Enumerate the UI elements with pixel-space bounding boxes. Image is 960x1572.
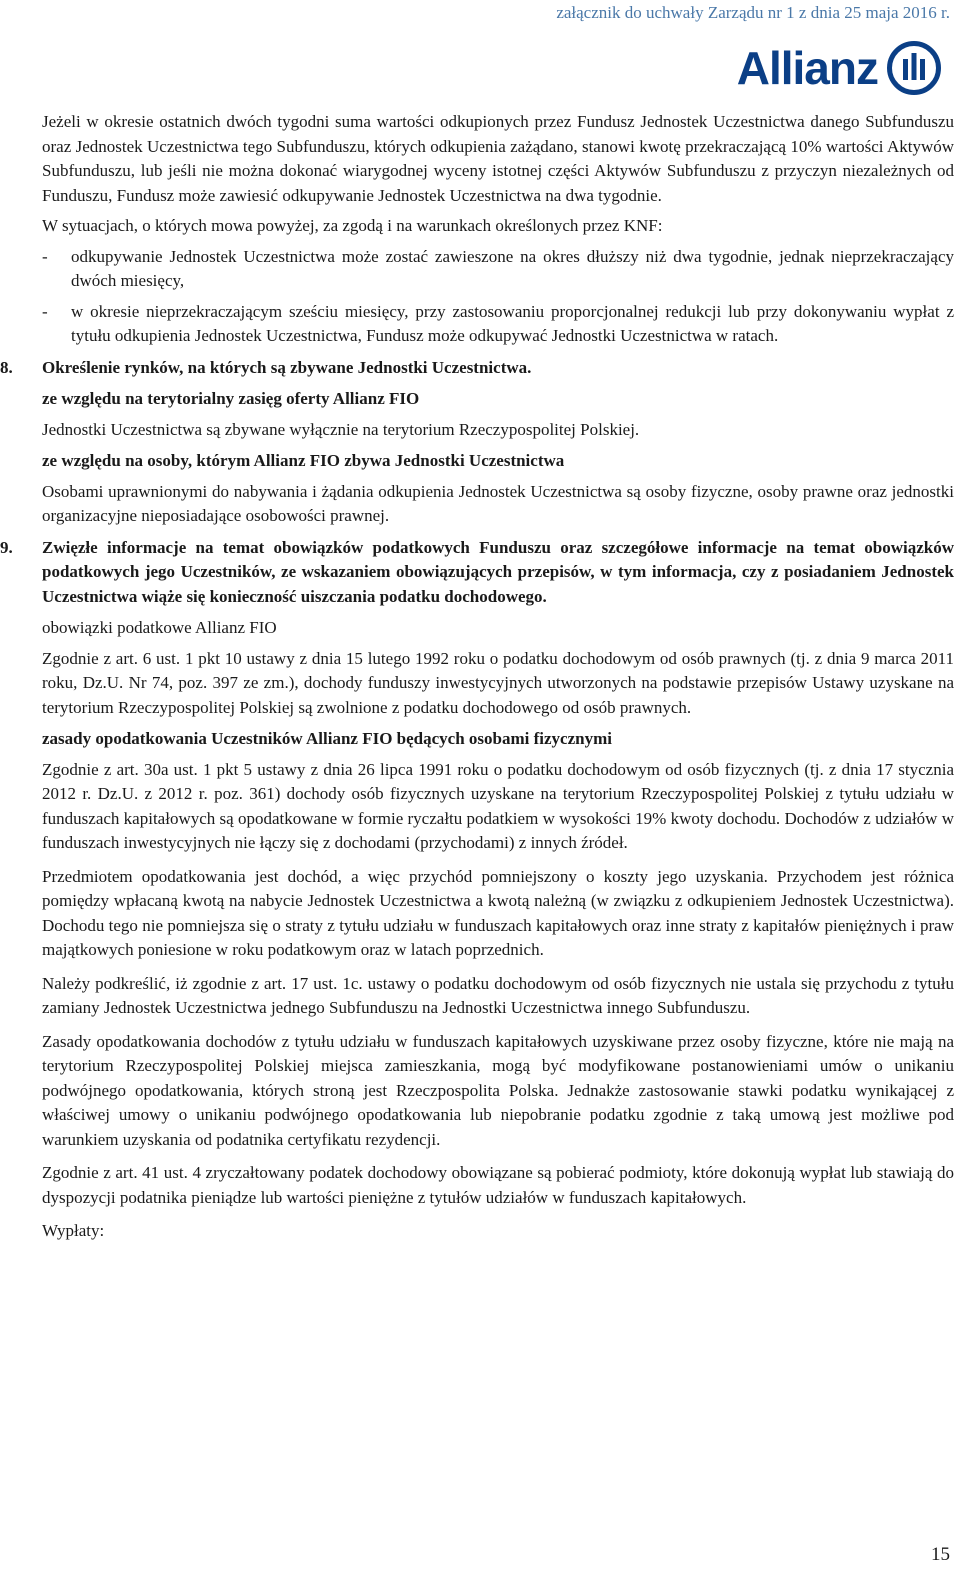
paragraph-territory: Jednostki Uczestnictwa są zbywane wyłącznie na terytorium Rzeczypospolitej Polskiej. bbox=[42, 419, 640, 439]
paragraph-individual-tax: Zgodnie z art. 30a ust. 1 pkt 5 ustawy z dnia 26 lipca 1991 roku o podatku dochodowym od osób fizycznych (tj. z dnia 17 stycznia 2012 r. Dz.U. z 2012 r. poz. 361) dochody osób fizycznych uzyskane na terytorium Rzeczypospolitej Polskiej z tytułu udziału w funduszach kapitałowych są opodatkowane w formie ryczałtu podatkiem w wysokości 19% kwoty dochodu. Dochodów z udziałów w funduszach inwestycyjnych nie łączy się z dochodami (przychodami) z innych źródeł. bbox=[42, 759, 954, 852]
section-9-heading bbox=[0, 536, 954, 610]
paragraph-knf: W sytuacjach, o których mowa powyżej, za zgodą i na warunkach określonych przez KNF: bbox=[42, 216, 663, 235]
paragraph-withholding: Zgodnie z art. 41 ust. 4 zryczałtowany podatek dochodowy obowiązane są pobierać podmioty, które dokonują wypłat lub stawiają do dyspozycji podatnika pieniądze lub wartości pieniężne z tytułów udziałów w funduszach kapitałowych. bbox=[42, 1163, 954, 1207]
paragraph-tax-object: Przedmiotem opodatkowania jest dochód, a więc przychód pomniejszony o koszty jego uzyskania. Przychodem jest różnica pomiędzy wpłacaną kwotą na nabycie Jednostek Uczestnictwa a kwotą należną (w związku z odkupieniem Jednostek Uczestnictwa). Dochodu tego nie pomniejsza się o straty z tytułu udziału w funduszach kapitałowych oraz inne straty z kapitałów pieniężnych i praw majątkowych poniesione w roku podatkowym oraz w latach poprzednich. bbox=[42, 866, 954, 959]
section-8-heading bbox=[0, 356, 954, 381]
allianz-eagle-icon bbox=[886, 40, 942, 96]
section-title: Zwięzłe informacje na temat obowiązków podatkowych Funduszu oraz szczegółowe informacje na temat obowiązków podatkowych jego Uczestników, ze wskazaniem obowiązujących przepisów, w tym informacja, czy z posiadaniem Jednostek Uczestnictwa wiąże się konieczność uiszczania podatku dochodowego. bbox=[42, 537, 954, 606]
allianz-logo bbox=[737, 40, 942, 96]
document-body bbox=[0, 110, 954, 1244]
list-item bbox=[42, 245, 954, 294]
subheading-individuals: zasady opodatkowania Uczestników Allianz FIO będących osobami fizycznymi bbox=[42, 729, 612, 748]
dash-marker: - bbox=[42, 301, 48, 321]
subheading-territory: ze względu na terytorialny zasięg oferty Allianz FIO bbox=[42, 389, 420, 408]
logo-wordmark: Allianz bbox=[736, 42, 878, 94]
subheading-fund-obligations: obowiązki podatkowe Allianz FIO bbox=[42, 618, 277, 637]
list-item-text: w okresie nieprzekraczającym sześciu miesięcy, przy zastosowaniu proporcjonalnej redukcji lub przy dokonywaniu wypłat z tytułu odkupienia Jednostek Uczestnictwa, Fundusz może odkupywać Jednostki Uczestnictwa w ratach. bbox=[71, 301, 954, 345]
header-note: załącznik do uchwały Zarządu nr 1 z dnia 25 maja 2016 r. bbox=[556, 3, 950, 22]
paragraph-fund-tax: Zgodnie z art. 6 ust. 1 pkt 10 ustawy z dnia 15 lutego 1992 roku o podatku dochodowym od osób prawnych (tj. z dnia 9 marca 2011 roku, Dz.U. Nr 74, poz. 397 ze zm.), dochody funduszy inwestycyjnych utworzonych na podstawie przepisów Ustawy uzyskane na terytorium Rzeczypospolitej Polskiej są zwolnione z podatku dochodowego od osób prawnych. bbox=[42, 648, 954, 717]
paragraph-payouts: Wypłaty: bbox=[42, 1221, 105, 1240]
paragraph-persons: Osobami uprawnionymi do nabywania i żądania odkupienia Jednostek Uczestnictwa są osoby fizyczne, osoby prawne oraz jednostki organizacyjne nieposiadające osobowości prawnej. bbox=[42, 481, 954, 525]
section-title: Określenie rynków, na których są zbywane Jednostki Uczestnictwa. bbox=[42, 357, 532, 377]
subheading-persons: ze względu na osoby, którym Allianz FIO zbywa Jednostki Uczestnictwa bbox=[42, 451, 565, 470]
list-item bbox=[42, 300, 954, 349]
list-item-text: odkupywanie Jednostek Uczestnictwa może zostać zawieszone na okres dłuższy niż dwa tygodnie, jednak nieprzekraczający dwóch miesięcy, bbox=[71, 246, 954, 290]
page-number: 15 bbox=[931, 1544, 950, 1565]
dash-marker: - bbox=[42, 246, 48, 266]
section-number: 8. bbox=[0, 357, 13, 377]
paragraph-suspension: Jeżeli w okresie ostatnich dwóch tygodni suma wartości odkupionych przez Fundusz Jednostek Uczestnictwa danego Subfunduszu oraz Jednostek Uczestnictwa tego Subfunduszu, których odkupienia zażądano, stanowi kwotę przekraczającą 10% wartości Aktywów Subfunduszu, lub jeśli nie można dokonać wiarygodnej wyceny istotnej części Aktywów Subfunduszu z przyczyn niezależnych od Funduszu, Fundusz może zawiesić odkupywanie Jednostek Uczestnictwa na dwa tygodnie. bbox=[42, 112, 954, 205]
paragraph-non-residents: Zasady opodatkowania dochodów z tytułu udziału w funduszach kapitałowych uzyskiwane przez osoby fizyczne, które nie mają na terytorium Rzeczypospolitej Polskiej miejsca zamieszkania, mogą być modyfikowane postanowieniami umów o unikaniu podwójnego opodatkowania, których stroną jest Rzeczpospolita Polska. Jednakże zastosowanie stawki podatku wynikającej z właściwej umowy o unikaniu podwójnego opodatkowania lub niepobranie podatku zgodnie z taką umową jest możliwe pod warunkiem uzyskania od podatnika certyfikatu rezydencji. bbox=[42, 1031, 954, 1149]
paragraph-conversion: Należy podkreślić, iż zgodnie z art. 17 ust. 1c. ustawy o podatku dochodowym od osób fizycznych nie ustala się przychodu z tytułu zamiany Jednostek Uczestnictwa jednego Subfunduszu na Jednostki Uczestnictwa innego Subfunduszu. bbox=[42, 973, 954, 1017]
section-number: 9. bbox=[0, 537, 13, 557]
